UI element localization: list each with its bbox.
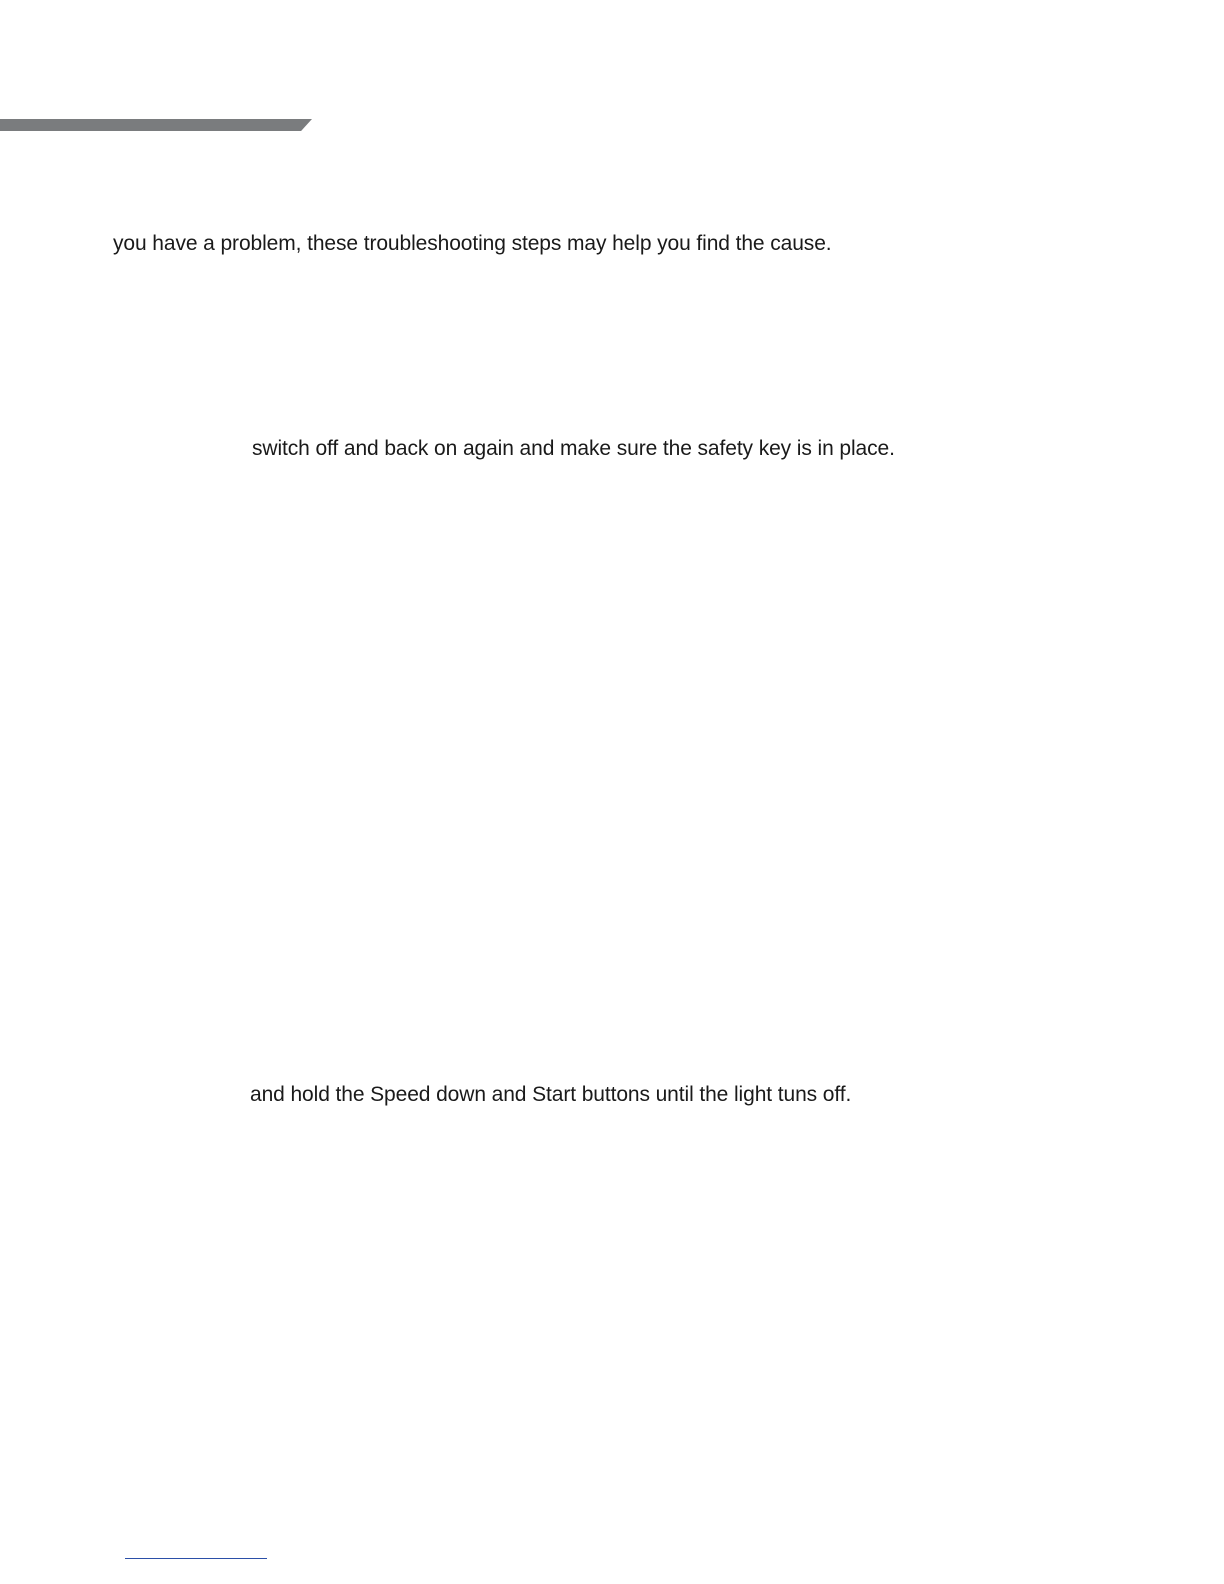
hold-buttons-instruction-text: and hold the Speed down and Start buttons until the light tuns off. xyxy=(250,1083,852,1106)
reset-instruction-text: switch off and back on again and make sure the safety key is in place. xyxy=(252,437,895,460)
footer-divider xyxy=(125,1558,267,1559)
intro-text: you have a problem, these troubleshooting steps may help you find the cause. xyxy=(113,232,832,255)
section-header-bar xyxy=(0,119,312,131)
